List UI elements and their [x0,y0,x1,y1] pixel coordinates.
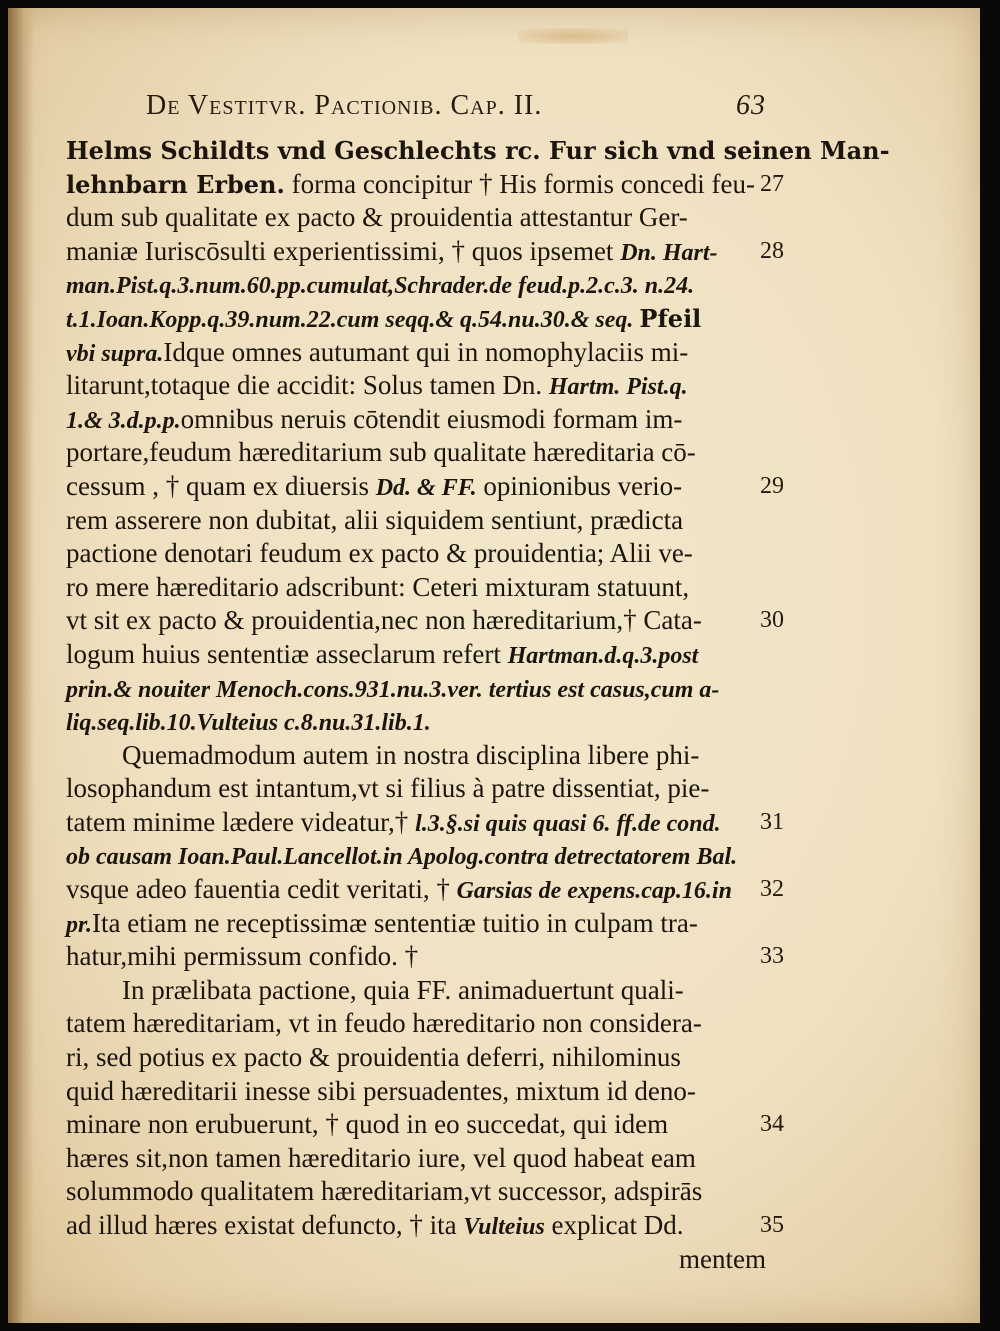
text-line [66,1041,766,1075]
citation-text: vbi supra. [66,340,164,367]
citation-text: Garsias de expens.cap.16.in [456,878,732,905]
margin-number: 34 [760,1111,784,1138]
citation-text: l.3.§.si quis quasi 6. ff.de cond. [415,810,721,837]
roman-text: rem asserere non dubitat, alii siquidem sentiunt, prædicta [66,504,684,535]
text-line [66,604,766,638]
roman-text: pactione denotari feudum ex pacto & prouidentia; Alii ve- [66,538,693,569]
roman-text: portare,feudum hæreditarium sub qualitate hæreditaria cō- [66,437,696,468]
text-line [66,571,766,605]
citation-text: Dd. & FF. [375,474,477,501]
text-line [66,134,890,168]
text-line [66,1142,766,1176]
text-line [66,739,766,773]
text-line [66,470,766,504]
roman-text: vt sit ex pacto & prouidentia,nec non hæreditarium,† Cata- [66,605,702,636]
text-line [66,369,766,403]
roman-text: omnibus neruis cōtendit eiusmodi formam im- [180,403,683,434]
blackletter-text: lehnbarn Erben. [66,169,285,199]
roman-text: opinionibus verio- [476,470,683,501]
citation-text: Hartm. Pist.q. [548,374,688,401]
citation-text: man.Pist.q.3.num.60.pp.cumulat,Schrader.de feud.p.2.c.3. n.24. [66,273,695,300]
roman-text: forma concipitur † His formis concedi feu- [284,168,755,199]
roman-text: losophandum est intantum,vt si filius à patre dissentiat, pie- [66,773,710,804]
text-line [66,638,766,672]
text-line [66,974,766,1008]
roman-text: In prælibata pactione, quia FF. animaduertunt quali- [122,974,684,1005]
text-line [66,336,766,370]
roman-text: quid hæreditarii inesse sibi persuadentes, mixtum id deno- [66,1075,696,1106]
text-line [66,1175,766,1209]
text-line [66,537,766,571]
citation-text: Vulteius [463,1214,545,1240]
citation-text: ob causam Ioan.Paul.Lancellot.in Apolog.contra detrectatorem Bal. [66,844,738,871]
text-line [66,705,766,739]
roman-text: Idque omnes autumant qui in nomophylaciis mi- [163,336,689,367]
text-line [66,168,766,202]
roman-text: ad illud hæres existat defuncto, † ita [66,1210,464,1240]
roman-text: litarunt,totaque die accidit: Solus tamen Dn. [66,370,549,401]
text-line [66,940,766,974]
paper-stain [518,28,628,44]
text-line [66,1243,766,1277]
running-head-title: De Vestitvr. Pactionib. Cap. II. [146,90,543,121]
text-line [66,873,766,907]
text-line [66,201,766,235]
roman-text: tatem hæreditariam, vt in feudo hæreditario non considera- [66,1008,702,1039]
text-line [66,1108,766,1142]
roman-text: hatur,mihi permissum confido. † [66,941,419,972]
margin-number: 27 [760,170,784,197]
text-line [66,672,766,706]
margin-number: 33 [760,943,784,970]
text-line [66,302,766,336]
text-line [66,235,766,269]
margin-number: 35 [760,1212,784,1239]
margin-number: 28 [760,237,784,264]
roman-text: vsque adeo fauentia cedit veritati, † [66,874,457,905]
text-line [66,504,766,538]
book-page [8,8,980,1323]
text-line [66,403,766,437]
roman-text: cessum , † quam ex diuersis [66,470,376,501]
text-line [66,1075,766,1109]
text-line [66,772,766,806]
text-line [66,1209,766,1243]
citation-text: t.1.Ioan.Kopp.q.39.num.22.cum seqq.& q.54.nu.30.& seq. [66,306,640,333]
roman-text: Quemadmodum autem in nostra disciplina libere phi- [122,739,700,770]
citation-text: pr. [66,911,93,938]
text-line [66,268,766,302]
blackletter-text: Helms Schildts vnd Geschlechts rc. Fur sich vnd seinen Man- [66,136,890,165]
roman-text: ro mere hæreditario adscribunt: Ceteri mixturam statuunt, [66,571,690,602]
text-line [66,907,766,941]
margin-number: 31 [760,809,784,835]
roman-text: Ita etiam ne receptissimæ sententiæ tuitio in culpam tra- [92,907,698,938]
citation-text: Hartman.d.q.3.post [507,642,699,669]
text-line [66,1007,766,1041]
citation-text: prin.& nouiter Menoch.cons.931.nu.3.ver. tertius est casus,cum a- [66,676,720,703]
margin-number: 30 [760,607,784,634]
roman-text: explicat Dd. [544,1210,684,1240]
roman-text: dum sub qualitate ex pacto & prouidentia attestantur Ger- [66,202,688,233]
roman-text: mentem [679,1243,766,1274]
page-gutter-shadow [8,8,34,1323]
roman-text: maniæ Iuriscōsulti experientissimi, † quos ipsemet [66,235,621,266]
roman-text: logum huius sententiæ asseclarum refert [66,638,508,669]
margin-number: 29 [760,473,784,499]
page-number: 63 [736,90,766,121]
citation-text: 1.& 3.d.p.p. [66,407,181,434]
citation-text: liq.seq.lib.10.Vulteius c.8.nu.31.lib.1. [66,710,431,737]
text-line [66,806,766,840]
citation-text: Dn. Hart- [620,239,718,266]
margin-number: 32 [760,876,784,903]
roman-text: minare non erubuerunt, † quod in eo succedat, qui idem [66,1109,669,1140]
roman-text: solummodo qualitatem hæreditariam,vt successor, adspirās [66,1176,703,1207]
text-line [66,839,766,873]
blackletter-text: Pfeil [639,303,702,333]
text-line [66,436,766,470]
running-head [146,90,766,130]
roman-text: tatem minime lædere videatur,† [66,806,416,837]
roman-text: ri, sed potius ex pacto & prouidentia deferri, nihilominus [66,1042,681,1073]
roman-text: hæres sit,non tamen hæreditario iure, vel quod habeat eam [66,1142,696,1173]
